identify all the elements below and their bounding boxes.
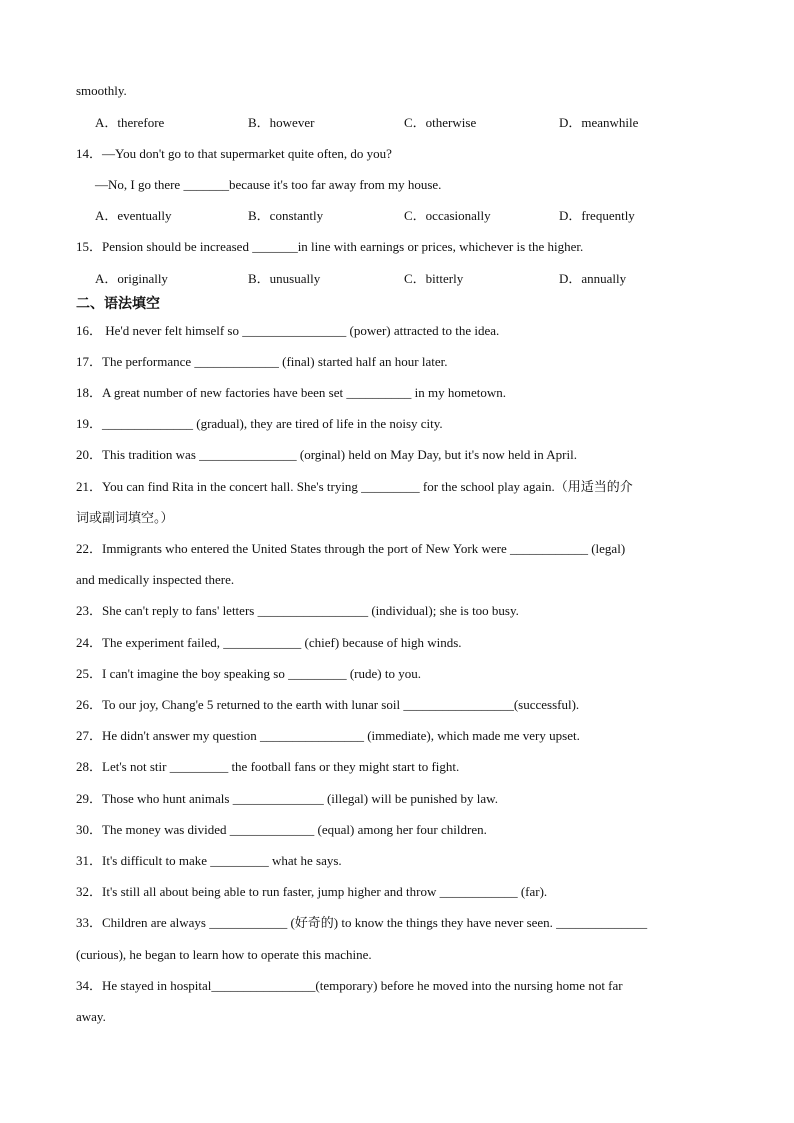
- q13-stem-continuation: smoothly.: [76, 83, 127, 98]
- question-21-continuation: 词或副词填空。）: [76, 510, 174, 525]
- q13-option-c[interactable]: C．otherwise: [404, 115, 477, 130]
- q15-stem: 15．Pension should be increased _______in line with earnings or prices, whichever is the higher.: [76, 239, 584, 254]
- question-20: 20．This tradition was _______________ (orginal) held on May Day, but it's now held in April.: [76, 447, 577, 462]
- question-34-continuation: away.: [76, 1009, 106, 1024]
- question-33-continuation: (curious), he began to learn how to operate this machine.: [76, 947, 372, 962]
- question-23: 23．She can't reply to fans' letters _________________ (individual); she is too busy.: [76, 603, 519, 618]
- q14-reply: —No, I go there _______because it's too far away from my house.: [95, 177, 442, 192]
- q14-options: [95, 208, 735, 224]
- q14-option-b[interactable]: B．constantly: [248, 208, 324, 223]
- q14-option-a[interactable]: A．eventually: [95, 208, 172, 223]
- question-31: 31．It's difficult to make _________ what he says.: [76, 853, 342, 868]
- q13-option-d[interactable]: D．meanwhile: [559, 115, 639, 130]
- question-33: 33．Children are always ____________ (好奇的) to know the things they have never seen. ______________: [76, 915, 648, 930]
- q15-option-b[interactable]: B．unusually: [248, 271, 321, 286]
- q15-option-a[interactable]: A．originally: [95, 271, 168, 286]
- question-22: 22．Immigrants who entered the United States through the port of New York were ____________ (legal): [76, 541, 626, 556]
- question-17: 17．The performance _____________ (final) started half an hour later.: [76, 354, 448, 369]
- question-21: 21．You can find Rita in the concert hall. She's trying _________ for the school play again.（用适当的介: [76, 479, 633, 494]
- question-22-continuation: and medically inspected there.: [76, 572, 235, 587]
- q13-option-b[interactable]: B．however: [248, 115, 315, 130]
- question-25: 25．I can't imagine the boy speaking so _________ (rude) to you.: [76, 666, 421, 681]
- q14-option-c[interactable]: C．occasionally: [404, 208, 491, 223]
- question-26: 26．To our joy, Chang'e 5 returned to the earth with lunar soil _________________(successful).: [76, 697, 580, 712]
- section-heading: 二、语法填空: [76, 296, 160, 312]
- question-32: 32．It's still all about being able to run faster, jump higher and throw ____________ (far).: [76, 884, 548, 899]
- question-28: 28．Let's not stir _________ the football fans or they might start to fight.: [76, 759, 460, 774]
- question-19: 19．______________ (gradual), they are tired of life in the noisy city.: [76, 416, 443, 431]
- question-29: 29．Those who hunt animals ______________ (illegal) will be punished by law.: [76, 791, 498, 806]
- question-30: 30．The money was divided _____________ (equal) among her four children.: [76, 822, 487, 837]
- question-24: 24．The experiment failed, ____________ (chief) because of high winds.: [76, 635, 462, 650]
- q14-option-d[interactable]: D．frequently: [559, 208, 635, 223]
- q15-option-d[interactable]: D．annually: [559, 271, 627, 286]
- q15-options: [95, 271, 735, 287]
- q13-options: [95, 115, 735, 131]
- question-34: 34．He stayed in hospital________________(temporary) before he moved into the nursing home not far: [76, 978, 623, 993]
- question-18: 18．A great number of new factories have been set __________ in my hometown.: [76, 385, 506, 400]
- question-16: 16． He'd never felt himself so ________________ (power) attracted to the idea.: [76, 323, 500, 338]
- q15-option-c[interactable]: C．bitterly: [404, 271, 464, 286]
- q14-stem: 14．—You don't go to that supermarket quite often, do you?: [76, 146, 392, 161]
- q13-option-a[interactable]: A．therefore: [95, 115, 165, 130]
- question-27: 27．He didn't answer my question ________________ (immediate), which made me very upset.: [76, 728, 580, 743]
